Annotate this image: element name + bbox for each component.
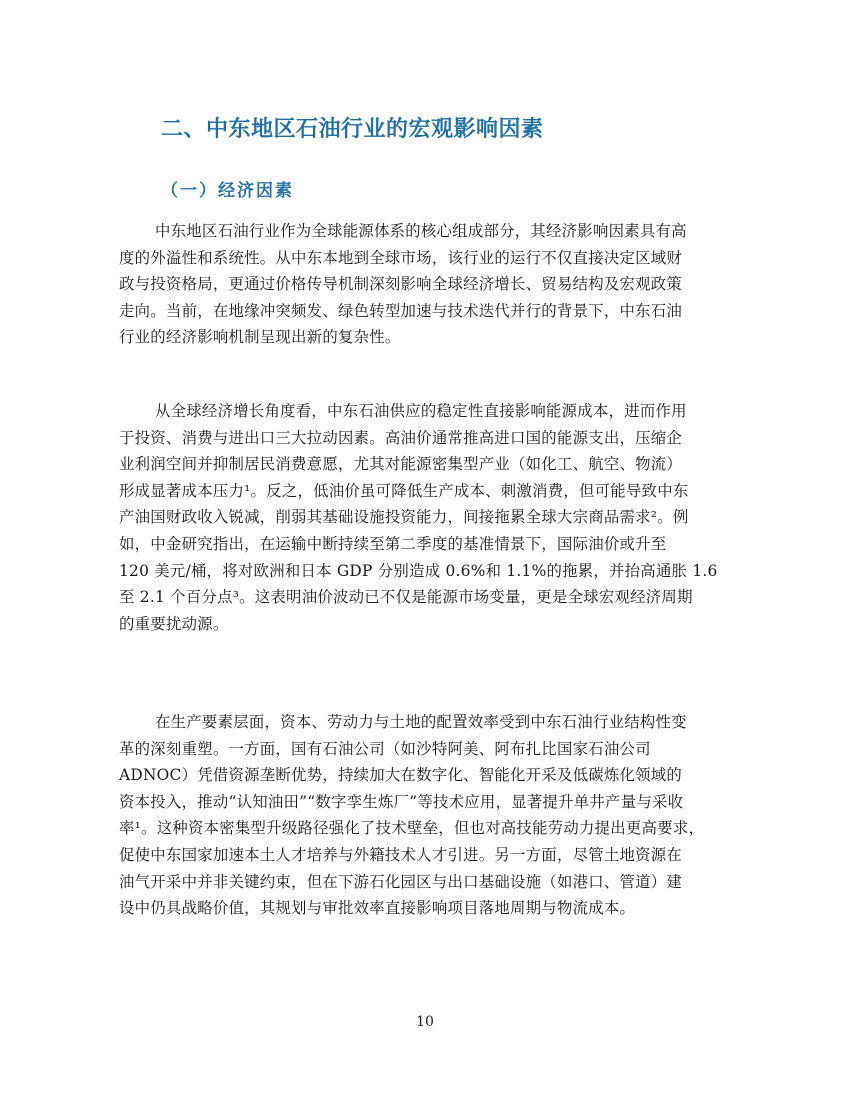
paragraph-line: 中东地区石油行业作为全球能源体系的核心组成部分，其经济影响因素具有高 [155,222,687,240]
paragraph-line: 资本投入，推动“认知油田”“数字孪生炼厂”等技术应用，显著提升单井产量与采收 [119,792,684,811]
paragraph-3 [119,709,729,922]
paragraph-line: 从全球经济增长角度看，中东石油供应的稳定性直接影响能源成本，进而作用 [155,402,687,420]
paragraph-1 [119,218,729,351]
page-number: 10 [416,1014,434,1030]
paragraph-line: ADNOC）凭借资源垄断优势，持续加大在数字化、智能化开采及低碳炼化领域的 [119,766,683,785]
paragraph-line: 于投资、消费与进出口三大拉动因素。高油价通常推高进口国的能源支出，压缩企 [119,428,683,447]
paragraph-line: 如，中金研究指出，在运输中断持续至第二季度的基准情景下，国际油价或升至 [119,534,667,553]
paragraph-line: 在生产要素层面，资本、劳动力与土地的配置效率受到中东石油行业结构性变 [155,713,687,731]
paragraph-line: 油气开采中并非关键约束，但在下游石化园区与出口基础设施（如港口、管道）建 [119,872,683,891]
paragraph-line: 行业的经济影响机制呈现出新的复杂性。 [119,328,401,347]
paragraph-line: 业利润空间并抑制居民消费意愿，尤其对能源密集型产业（如化工、航空、物流） [119,455,683,474]
paragraph-line: 度的外溢性和系统性。从中东本地到全球市场，该行业的运行不仅直接决定区域财 [119,248,683,267]
paragraph-line: 的重要扰动源。 [119,614,229,633]
paragraph-line: 形成显著成本压力¹。反之，低油价虽可降低生产成本、刺激消费，但可能导致中东 [119,481,689,500]
paragraph-line: 至 2.1 个百分点³。这表明油价波动已不仅是能源市场变量，更是全球宏观经济周期 [119,588,693,607]
paragraph-line: 设中仍具战略价值，其规划与审批效率直接影响项目落地周期与物流成本。 [119,899,636,918]
paragraph-line: 革的深刻重塑。一方面，国有石油公司（如沙特阿美、阿布扎比国家石油公司 [119,739,651,758]
paragraph-line: 120 美元/桶，将对欧洲和日本 GDP 分别造成 0.6%和 1.1%的拖累，并抬高通胀 1.6 [119,561,718,580]
paragraph-line: 产油国财政收入锐减，削弱其基础设施投资能力，间接拖累全球大宗商品需求²。例 [119,508,689,527]
paragraph-line: 促使中东国家加速本土人才培养与外籍技术人才引进。另一方面，尽管土地资源在 [119,845,683,864]
section-heading: 二、中东地区石油行业的宏观影响因素 [161,117,544,142]
paragraph-line: 率¹。这种资本密集型升级路径强化了技术壁垒，但也对高技能劳动力提出更高要求， [119,819,705,838]
paragraph-2 [119,398,729,637]
paragraph-line: 政与投资格局，更通过价格传导机制深刻影响全球经济增长、贸易结构及宏观政策 [119,275,683,294]
paragraph-line: 走向。当前，在地缘冲突频发、绿色转型加速与技术迭代并行的背景下，中东石油 [119,301,683,320]
subsection-heading: （一）经济因素 [161,181,294,201]
